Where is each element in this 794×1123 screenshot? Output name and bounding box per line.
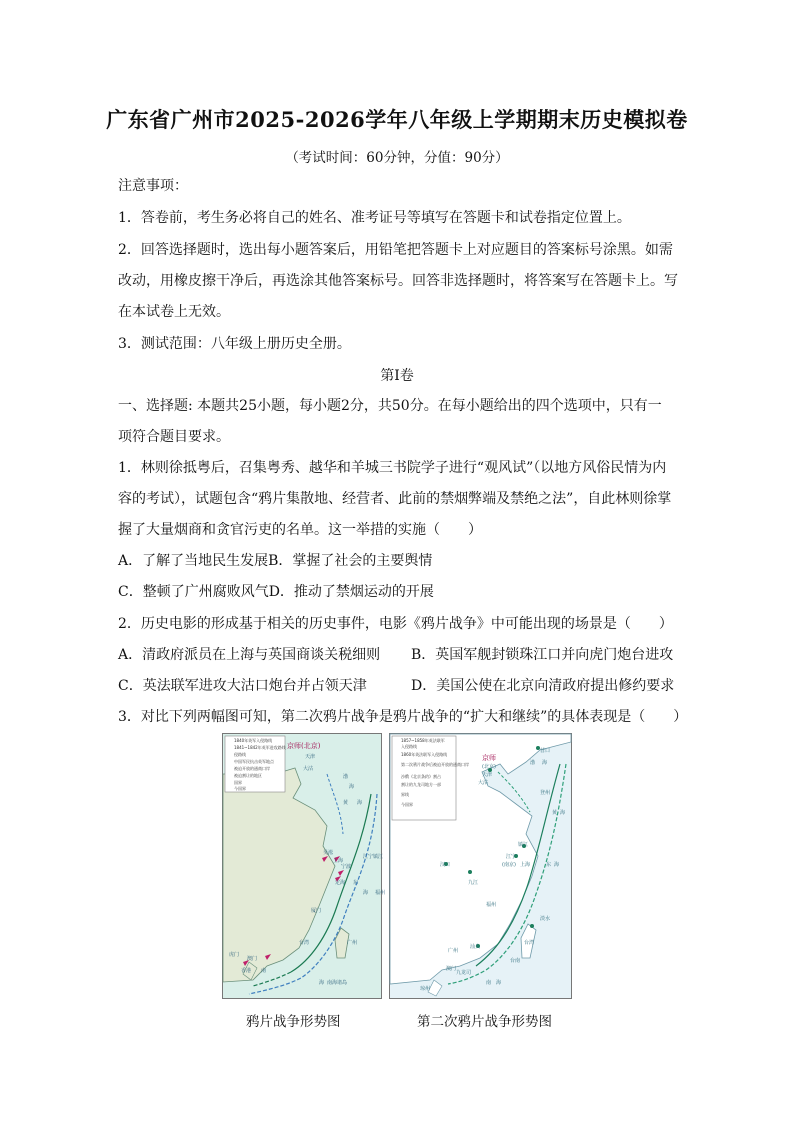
note-1: 1．答卷前，考生务必将自己的姓名、准考证号等填写在答题卡和试卷指定位置上。 (118, 210, 631, 226)
map1-place-22: 南 (261, 968, 267, 974)
map2-place-25: 九龙司 (456, 970, 472, 976)
q1-stem-line-3: 握了大量烟商和贪官污吏的名单。这一举措的实施（ ） (118, 522, 482, 538)
q1-stem-line-2: 容的考试），试题包含“鸦片集散地、经营者、此前的禁烟弊端及禁绝之法”，自此林则徐掌 (118, 491, 672, 507)
map1-place-17: 台湾 (299, 940, 310, 946)
map1-place-9: 吴淞 (323, 850, 334, 856)
map2-place-22: 汕头 (470, 944, 481, 950)
map1-place-12: 定海 (335, 880, 346, 886)
map2-place-5: 渤 (530, 760, 536, 766)
note-3: 3．测试范围：八年级上册历史全册。 (118, 336, 351, 352)
map1-place-11: 宁波 (341, 864, 352, 870)
map2-legend-0: 1857~1858年英法联军 (401, 738, 445, 743)
map2-place-16: 东 (546, 862, 552, 868)
map1-place-14: 海 (363, 890, 369, 896)
map2-legend-1: 入侵路线 (401, 744, 417, 749)
map2-place-24: 澳门 (446, 966, 457, 972)
map2-legend-2: 1860年英法联军入侵路线 (401, 752, 448, 757)
map2-place-12: 江宁 (506, 854, 517, 860)
map2-place-6: 海 (542, 760, 548, 766)
map1-place-4: 海 (349, 784, 355, 790)
map1-legend-7: 今国界 (234, 786, 246, 791)
map2-place-8: 黄 (552, 810, 558, 816)
map1-place-18: 广州 (347, 940, 358, 946)
map1-place-13: 东 (353, 880, 359, 886)
q1-options-cd: C．整顿了广州腐败风气D．推动了禁烟运动的开展 (118, 584, 434, 600)
volume-heading: 第Ⅰ卷 (380, 368, 414, 384)
map2-legend-7: 今国界 (401, 802, 413, 807)
map1-legend-0: 1840年英军入侵路线 (234, 738, 273, 743)
map2-place-14: 镇江 (518, 842, 529, 848)
map2-place-11: 九江 (468, 880, 479, 886)
map2-place-19: 淡水 (540, 916, 551, 922)
map2-place-21: 台南 (510, 958, 521, 964)
second-opium-war-map-drawing (390, 734, 571, 998)
map1-place-24: 南海诸岛 (327, 980, 348, 986)
q1-stem-line-1: 1．林则徐抵粤后，召集粤秀、越华和羊城三书院学子进行“观风试”（以地方风俗民情为内 (118, 460, 667, 476)
second-opium-war-map (389, 733, 572, 999)
note-2-line-3: 在本试卷上无效。 (118, 304, 230, 320)
map1-place-3: 渤 (343, 774, 349, 780)
map2-place-28: 海 (496, 980, 502, 986)
second-opium-war-map-caption: 第二次鸦片战争形势图 (417, 1014, 552, 1030)
q2-option-c: C．英法联军进攻大沽口炮台并占领天津 (118, 678, 367, 694)
map1-legend-6: 国界 (234, 780, 242, 785)
note-2-line-2: 改动，用橡皮擦干净后，再选涂其他答案标号。回答非选择题时，将答案写在答题卡上。写 (118, 273, 678, 289)
map2-place-1: (北京) (482, 764, 496, 770)
map1-legend-1: 1841~1842年英军进攻路线 (234, 745, 286, 750)
map1-place-7: 江宁 (363, 854, 374, 860)
map2-place-23: 广州 (448, 948, 459, 954)
map1-legend-5: 被迫割让的地区 (234, 773, 262, 778)
map1-place-21: 香港 (241, 968, 252, 974)
map2-legend-4: 沙俄《北京条约》割占 (401, 774, 441, 779)
exam-time-note: （考试时间：60分钟，分值：90分） (285, 150, 509, 166)
map1-place-5: 黄 (343, 800, 349, 806)
map2-place-3: 大沽 (478, 780, 489, 786)
map1-legend-3: 中国军民抗击英军地点 (234, 759, 274, 764)
notes-heading: 注意事项： (118, 178, 188, 194)
map1-place-16: 厦门 (311, 908, 322, 914)
opium-war-map (222, 733, 386, 999)
map2-place-26: 琼州 (420, 986, 431, 992)
map1-place-2: 大沽 (303, 766, 314, 772)
map2-place-10: 汉口 (440, 862, 451, 868)
section-intro-line-1: 一、选择题: 本题共25小题，每小题2分，共50分。在每小题给出的四个选项中，只有一 (118, 398, 662, 414)
map2-place-27: 南 (486, 980, 492, 986)
map2-place-17: 海 (554, 862, 560, 868)
map2-place-18: 福州 (486, 902, 497, 908)
map1-place-23: 海 (319, 980, 325, 986)
q2-option-d: D．美国公使在北京向清政府提出修约要求 (411, 678, 675, 694)
map1-place-10: 上海 (333, 858, 344, 864)
opium-war-map-caption: 鸦片战争形势图 (246, 1014, 341, 1030)
page-title: 广东省广州市2025-2026学年八年级上学期期末历史模拟卷 (106, 107, 688, 132)
map1-place-1: 天津 (305, 754, 316, 760)
q2-option-a: A．清政府派员在上海与英国商谈关税细则 (118, 647, 381, 663)
opium-war-map-drawing (223, 734, 386, 998)
map2-legend-6: 界线 (401, 792, 409, 797)
q2-stem: 2．历史电影的形成基于相关的历史事件，电影《鸦片战争》中可能出现的场景是（ ） (118, 616, 673, 632)
map1-place-8: 镇江 (373, 854, 384, 860)
map1-place-20: 澳门 (247, 956, 258, 962)
map2-place-2: 天津 (482, 772, 493, 778)
q1-options-ab: A．了解了当地民生发展B．掌握了社会的主要舆情 (118, 553, 433, 569)
map1-place-19: 虎门 (229, 952, 240, 958)
map1-legend-4: 被迫开放的通商口岸 (234, 766, 270, 771)
note-2-line-1: 2．回答选择题时，选出每小题答案后，用铅笔把答题卡上对应题目的答案标号涂黑。如需 (118, 242, 673, 258)
map2-place-7: 登州 (540, 790, 551, 796)
map2-place-15: 上海 (520, 862, 531, 868)
map1-place-15: 福州 (375, 890, 386, 896)
section-intro-line-2: 项符合题目要求。 (118, 429, 230, 445)
q3-stem: 3．对比下列两幅图可知，第二次鸦片战争是鸦片战争的“扩大和继续”的具体表现是（ ） (118, 709, 688, 725)
map2-legend-5: 割让的九龙司地方一部 (401, 782, 441, 787)
map1-legend-2: 侵路线 (234, 752, 246, 757)
map2-place-20: 台湾 (524, 940, 535, 946)
map2-legend-3: 第二次鸦片战争后被迫开放的通商口岸 (401, 762, 469, 767)
q2-option-b: B．英国军舰封锁珠江口并向虎门炮台进攻 (411, 647, 674, 663)
map1-place-0: 京师(北京) (287, 742, 321, 750)
map2-place-9: 海 (560, 810, 566, 816)
map2-place-0: 京师 (482, 754, 496, 762)
map2-place-4: 营口 (540, 748, 551, 754)
map1-place-6: 海 (357, 800, 363, 806)
map2-place-13: (南京) (502, 862, 516, 868)
